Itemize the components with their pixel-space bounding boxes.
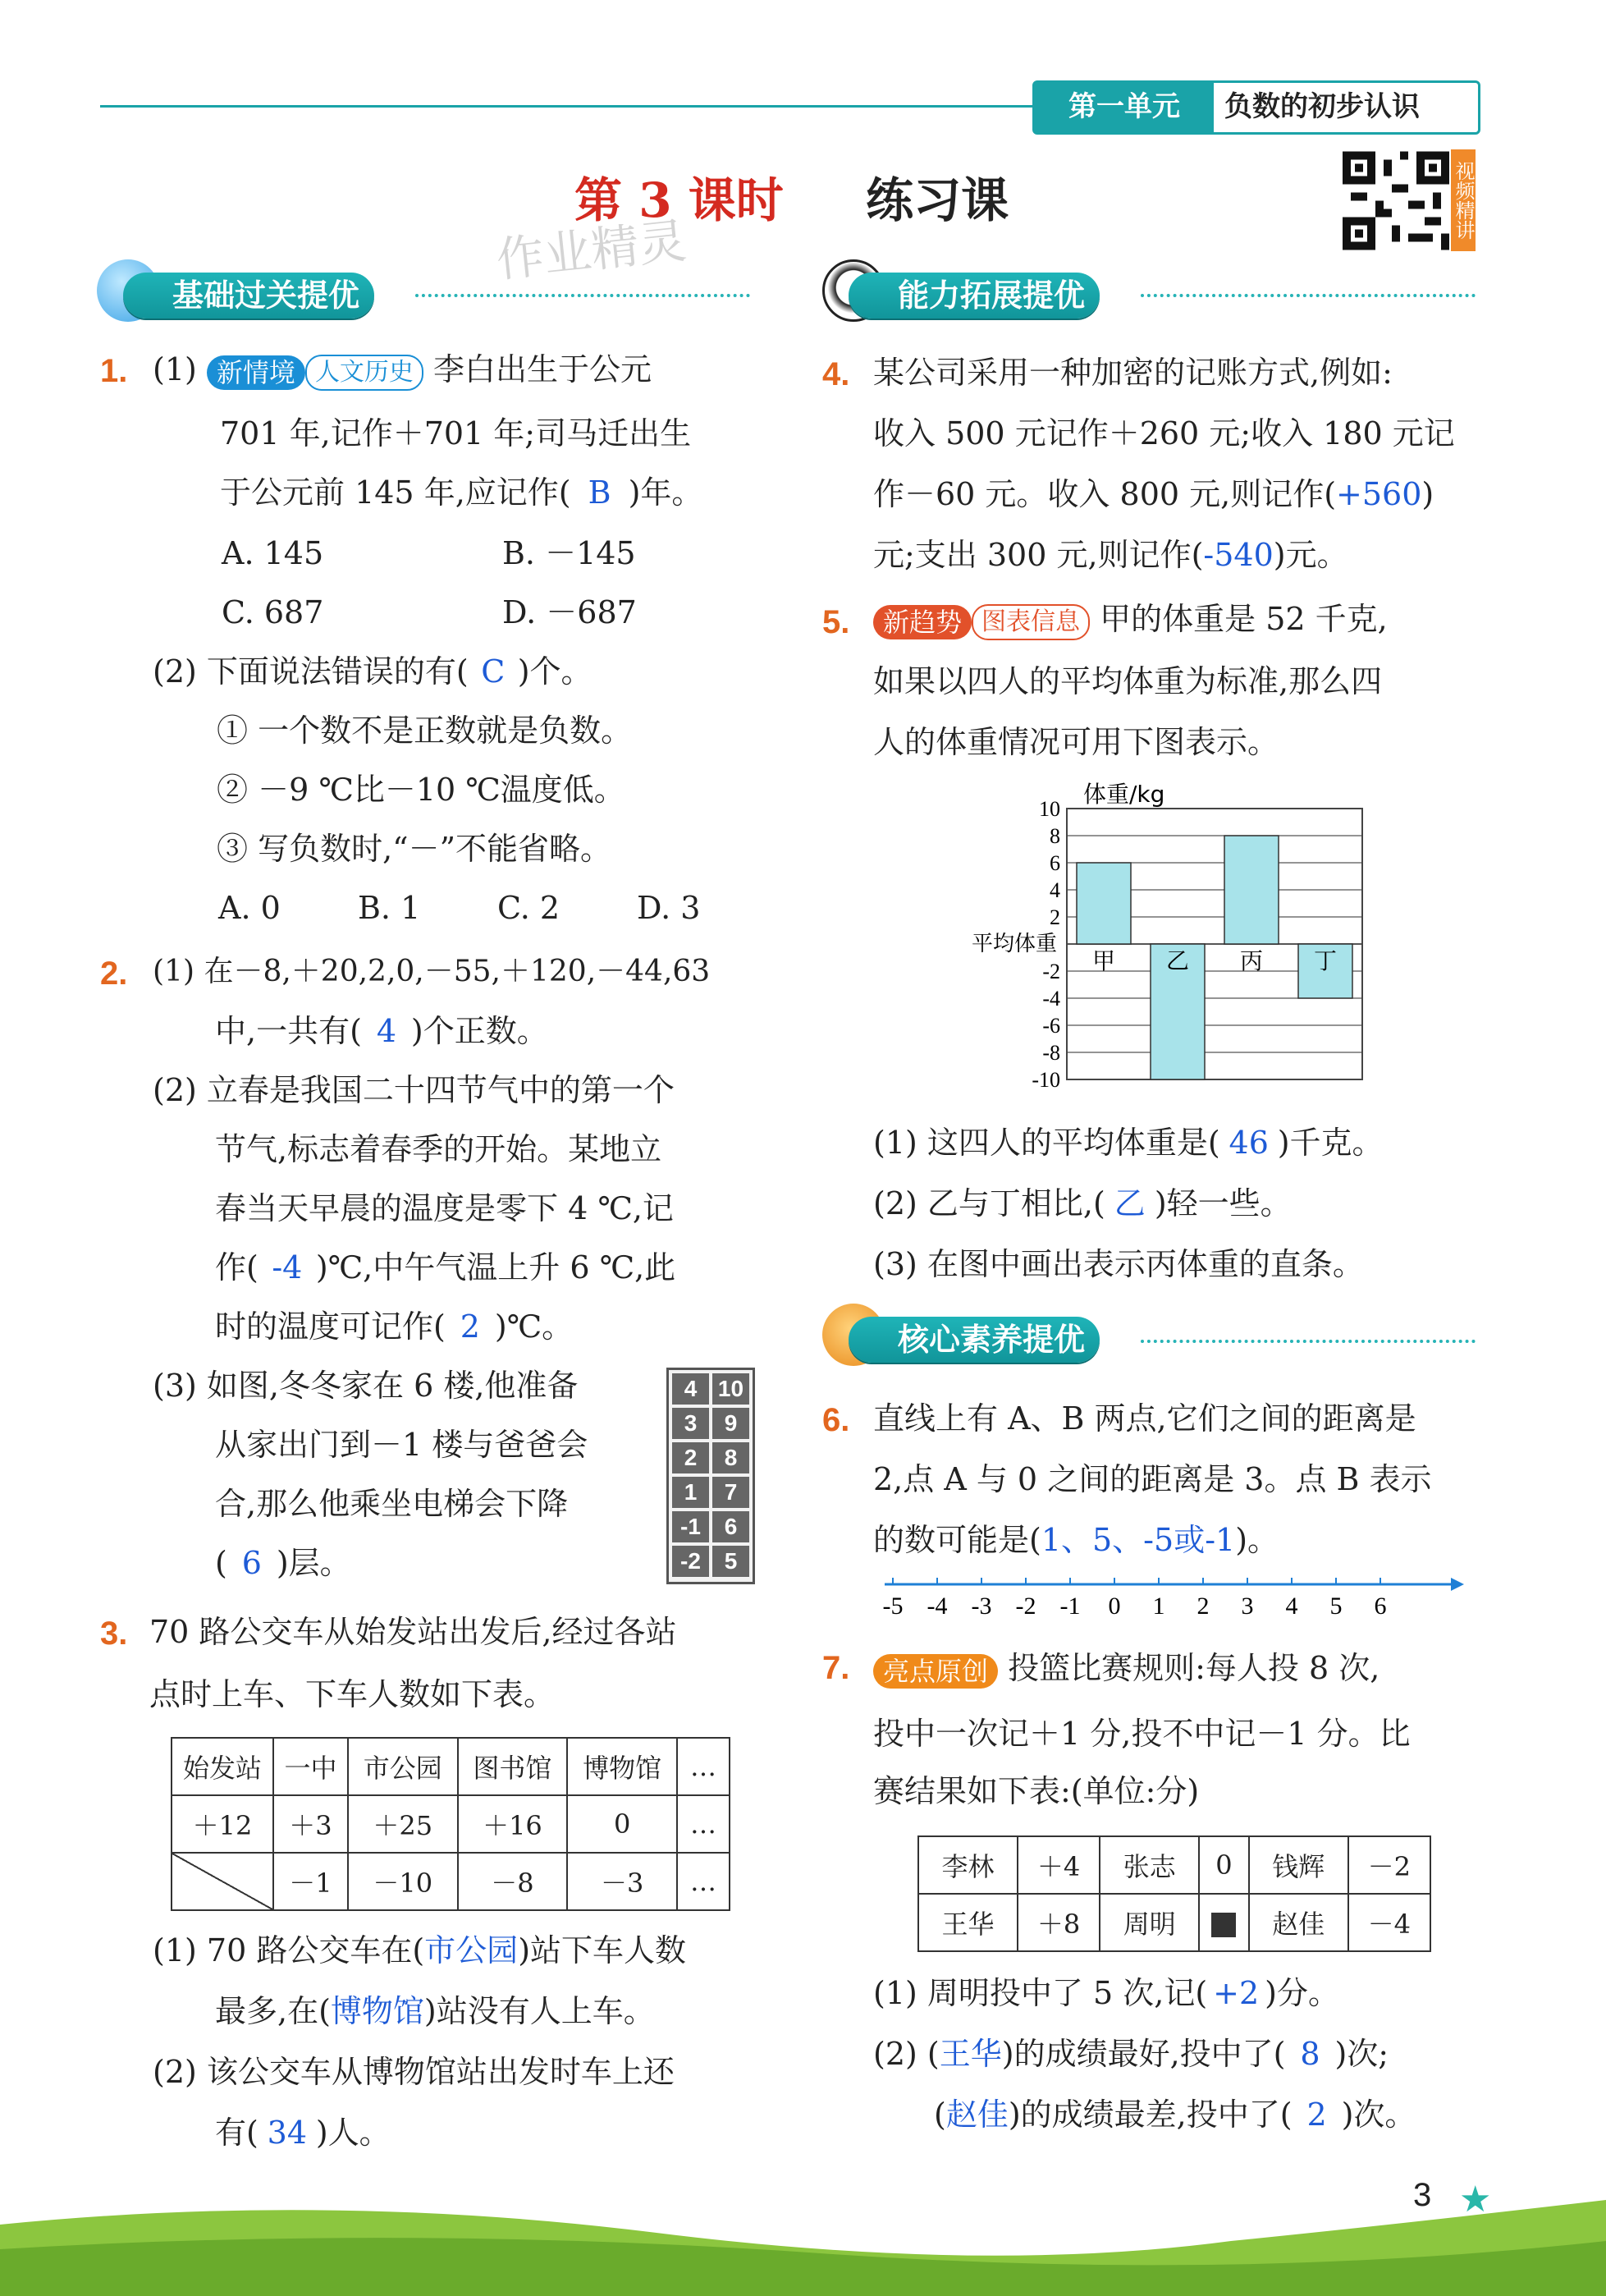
section-divider [1141,294,1476,297]
table-cell: 王华 [918,1894,1018,1951]
bar-category-label: 乙 [1165,947,1190,974]
q3-sub2-line2: 有( 34 )人。 [215,2115,391,2151]
section-ability: 能力拓展提优 [849,273,1100,319]
star-icon: ★ [1459,2179,1492,2220]
table-row [918,1894,1430,1951]
q5-line1: 新趋势 图表信息 甲的体重是 52 千克, [873,603,1388,640]
tag-original: 亮点原创 [873,1654,998,1689]
bar [1077,863,1131,944]
table-cell: －8 [458,1853,568,1910]
q6-answer: 1、5、-5或-1 [1041,1522,1236,1558]
elevator-button: 9 [712,1408,749,1439]
table-header: … [677,1738,730,1795]
axis-tick-label: 1 [1152,1593,1165,1620]
q1-p2-answer: C [481,653,506,690]
q7-sub1: (1) 周明投中了 5 次,记( +2 )分。 [873,1975,1339,2011]
q3-number: 3. [100,1615,128,1652]
q5-answer-2: 乙 [1114,1185,1146,1221]
q2-line2: 中,一共有( 4 )个正数。 [215,1013,548,1049]
table-header: 始发站 [172,1738,273,1795]
table-header: 一中 [273,1738,348,1795]
y-tick-label: 2 [1050,905,1060,929]
table-row [172,1738,730,1795]
q2-line1: (1) 在－8,＋20,2,0,－55,＋120,－44,63 [153,955,711,988]
page-number: 3 [1413,2177,1432,2213]
table-cell: ＋3 [273,1795,348,1853]
q3-answer-2: 博物馆 [330,1993,424,2029]
tag-new-context: 新情境 [207,355,305,390]
table-header: 市公园 [348,1738,458,1795]
table-cell: ＋16 [458,1795,568,1853]
table-cell: －4 [1348,1894,1430,1951]
q1-option-b: B. －145 [502,535,636,571]
q7-answer-1: +2 [1213,1975,1260,2011]
axis-tick-label: -4 [927,1593,948,1620]
q4-number: 4. [822,356,850,392]
q1-p2-option-b: B. 1 [358,890,421,926]
q6-number: 6. [822,1402,850,1438]
q2-answer-4: 6 [241,1545,262,1581]
y-tick-label: 6 [1050,851,1060,875]
q1-number: 1. [100,353,128,389]
elevator-button: 1 [672,1477,709,1508]
table-header: 图书馆 [458,1738,568,1795]
q1-option-c: C. 687 [222,594,324,630]
elevator-button: 3 [672,1408,709,1439]
watermark: 作业精灵 [493,213,689,288]
q3-answer-3: 34 [267,2115,307,2151]
table-cell: 张志 [1100,1836,1199,1894]
y-tick-label: 10 [1039,797,1060,821]
table-cell: ＋12 [172,1795,273,1853]
axis-tick-label: 4 [1285,1593,1298,1620]
q3-sub2: (2) 该公交车从博物馆站出发时车上还 [153,2054,675,2090]
table-cell: 钱辉 [1249,1836,1348,1894]
y-tick-label: -6 [1042,1014,1060,1038]
q1-p2-option-a: A. 0 [218,890,281,926]
axis-tick-label: 0 [1108,1593,1121,1620]
blank-square-icon [1211,1913,1236,1937]
q1-statement-3: ③ 写负数时,“－”不能省略。 [217,831,612,867]
q7-answer-5: 2 [1306,2097,1327,2133]
q1-p2: (2) 下面说法错误的有( C )个。 [153,653,593,690]
table-cell: ＋8 [1018,1894,1100,1951]
q5-sub3: (3) 在图中画出表示丙体重的直条。 [873,1246,1364,1282]
table-row [172,1795,730,1853]
q7-sub2-line2: (赵佳)的成绩最差,投中了( 2 )次。 [934,2097,1416,2133]
table-cell: 赵佳 [1249,1894,1348,1951]
y-axis-label: 体重/kg [1083,781,1165,808]
q2-line5: 春当天早晨的温度是零下 4 ℃,记 [215,1190,674,1226]
section-basic: 基础过关提优 [123,273,374,319]
bar-category-label: 丁 [1313,947,1338,974]
q4-line2: 收入 500 元记作＋260 元;收入 180 元记 [873,415,1455,451]
lesson-number: 第 3 课时 [574,172,784,228]
table-cell: －2 [1348,1836,1430,1894]
q5-line2: 如果以四人的平均体重为标准,那么四 [873,663,1383,699]
q6-line2: 2,点 A 与 0 之间的距离是 3。点 B 表示 [873,1461,1432,1497]
section-divider [1141,1340,1476,1343]
tag-humanities: 人文历史 [305,355,423,391]
elevator-panel [666,1368,755,1584]
q3-line1: 70 路公交车从始发站出发后,经过各站 [149,1614,677,1650]
q2-answer-1: 4 [376,1013,396,1049]
qr-code[interactable] [1343,149,1449,252]
weight-chart [927,776,1387,1088]
q1-line3: 于公元前 145 年,应记作( B )年。 [220,474,703,511]
q4-line3: 作－60 元。收入 800 元,则记作(+560) [873,476,1434,512]
q7-line3: 赛结果如下表:(单位:分) [873,1773,1200,1809]
q3-sub1: (1) 70 路公交车在(市公园)站下车人数 [153,1932,687,1968]
q6-line3: 的数可能是(1、5、-5或-1)。 [873,1522,1279,1558]
axis-tick-label: -5 [882,1593,904,1620]
q3-answer-1: 市公园 [424,1932,519,1968]
qr-label: 视频精讲 [1451,149,1476,251]
table-header: 博物馆 [567,1738,677,1795]
q2-number: 2. [100,956,128,992]
q1-p1-label: (1) [153,351,197,387]
y-tick-label: 8 [1050,824,1060,848]
table-cell: 0 [1199,1836,1248,1894]
bus-table [171,1737,730,1911]
y-tick-label: 4 [1050,878,1060,902]
unit-label: 第一单元 [1035,83,1214,132]
q2-answer-2: -4 [272,1249,303,1285]
q2-line3: (2) 立春是我国二十四节气中的第一个 [153,1072,675,1108]
table-cell: －1 [273,1853,348,1910]
table-cell: 周明 [1100,1894,1199,1951]
q2-line4: 节气,标志着春季的开始。某地立 [215,1131,662,1167]
table-row [918,1836,1430,1894]
axis-tick-label: -1 [1059,1593,1081,1620]
table-cell: ＋4 [1018,1836,1100,1894]
axis-tick-label: 2 [1196,1593,1210,1620]
q1-p1 [153,353,652,391]
q2-line11: ( 6 )层。 [215,1545,351,1581]
elevator-button: 5 [712,1546,749,1577]
q1-p2-option-c: C. 2 [497,890,560,926]
table-cell: 0 [567,1795,677,1853]
q7-line2: 投中一次记＋1 分,投不中记－1 分。比 [873,1716,1411,1752]
q3-line2: 点时上车、下车人数如下表。 [149,1676,556,1712]
q4-line1: 某公司采用一种加密的记账方式,例如: [873,355,1393,391]
y-tick-label: -8 [1042,1041,1060,1065]
section-divider [415,294,750,297]
q1-p2-option-d: D. 3 [637,890,701,926]
axis-tick-label: 3 [1241,1593,1254,1620]
elevator-button: 4 [672,1373,709,1405]
q4-line4: 元;支出 300 元,则记作(-540)元。 [873,537,1348,573]
q2-line10: 合,那么他乘坐电梯会下降 [215,1486,569,1522]
table-cell-blank [1199,1894,1248,1951]
q4-answer-1: +560 [1336,476,1422,512]
q7-answer-3: 8 [1300,2036,1320,2072]
q1-option-a: A. 145 [222,535,324,571]
q2-answer-3: 2 [460,1308,480,1345]
table-cell: … [677,1795,730,1853]
q3-sub1-line2: 最多,在(博物馆)站没有人上车。 [215,1993,655,2029]
elevator-button: -2 [672,1546,709,1577]
score-table [917,1835,1431,1952]
q7-line1: 亮点原创 投篮比赛规则:每人投 8 次, [873,1652,1380,1689]
q7-number: 7. [822,1650,850,1686]
lesson-name: 练习课 [866,172,1009,228]
y-tick-label: -2 [1042,960,1060,983]
q1-option-d: D. －687 [502,594,637,630]
table-cell-diagonal [172,1853,273,1910]
section-core: 核心素养提优 [849,1317,1100,1363]
q2-line9: 从家出门到－1 楼与爸爸会 [215,1427,588,1463]
table-cell: －10 [348,1853,458,1910]
tag-chart-info: 图表信息 [972,604,1090,640]
q1-statement-1: ① 一个数不是正数就是负数。 [217,713,633,749]
q5-sub2: (2) 乙与丁相比,( 乙 )轻一些。 [873,1185,1292,1221]
bar-category-label: 甲 [1091,947,1116,974]
q5-line3: 人的体重情况可用下图表示。 [873,724,1279,760]
elevator-button: -1 [672,1511,709,1542]
unit-title: 负数的初步认识 [1224,90,1420,123]
axis-arrow [1451,1578,1464,1591]
q7-sub2: (2) (王华)的成绩最好,投中了( 8 )次; [873,2036,1389,2072]
q5-number: 5. [822,604,850,640]
q7-answer-2: 王华 [939,2036,1002,2072]
bar [1224,836,1279,944]
axis-tick-label: 6 [1374,1593,1387,1620]
grass-footer [0,2175,1606,2296]
q1-line1: 李白出生于公元 [433,351,652,387]
q4-answer-2: -540 [1203,537,1274,573]
tag-new-trend: 新趋势 [873,605,972,639]
q1-answer: B [588,474,611,511]
axis-tick-label: -2 [1015,1593,1036,1620]
q2-line8: (3) 如图,冬冬家在 6 楼,他准备 [153,1368,579,1404]
table-cell: … [677,1853,730,1910]
y-tick-label: -4 [1042,987,1060,1011]
table-row [172,1853,730,1910]
y-tick-label: -10 [1032,1068,1060,1088]
bar-category-label: 丙 [1239,947,1264,974]
q2-line6: 作( -4 )℃,中午气温上升 6 ℃,此 [215,1249,676,1285]
q5-answer-1: 46 [1229,1125,1269,1161]
q5-sub1: (1) 这四人的平均体重是( 46 )千克。 [873,1125,1384,1161]
table-cell: 李林 [918,1836,1018,1894]
q1-line2: 701 年,记作＋701 年;司马迁出生 [220,415,692,451]
elevator-button: 10 [712,1373,749,1405]
elevator-button: 6 [712,1511,749,1542]
q2-line7: 时的温度可记作( 2 )℃。 [215,1308,574,1345]
elevator-button: 2 [672,1442,709,1473]
baseline-label: 平均体重 [971,932,1057,956]
elevator-button: 8 [712,1442,749,1473]
q7-answer-4: 赵佳 [945,2097,1009,2133]
header-rule [100,105,1036,108]
axis-tick-label: -3 [971,1593,992,1620]
number-line [876,1573,1467,1622]
q1-statement-2: ② －9 ℃比－10 ℃温度低。 [217,772,625,808]
q6-line1: 直线上有 A、B 两点,它们之间的距离是 [873,1400,1416,1437]
table-cell: －3 [567,1853,677,1910]
elevator-button: 7 [712,1477,749,1508]
axis-tick-label: 5 [1329,1593,1343,1620]
table-cell: ＋25 [348,1795,458,1853]
